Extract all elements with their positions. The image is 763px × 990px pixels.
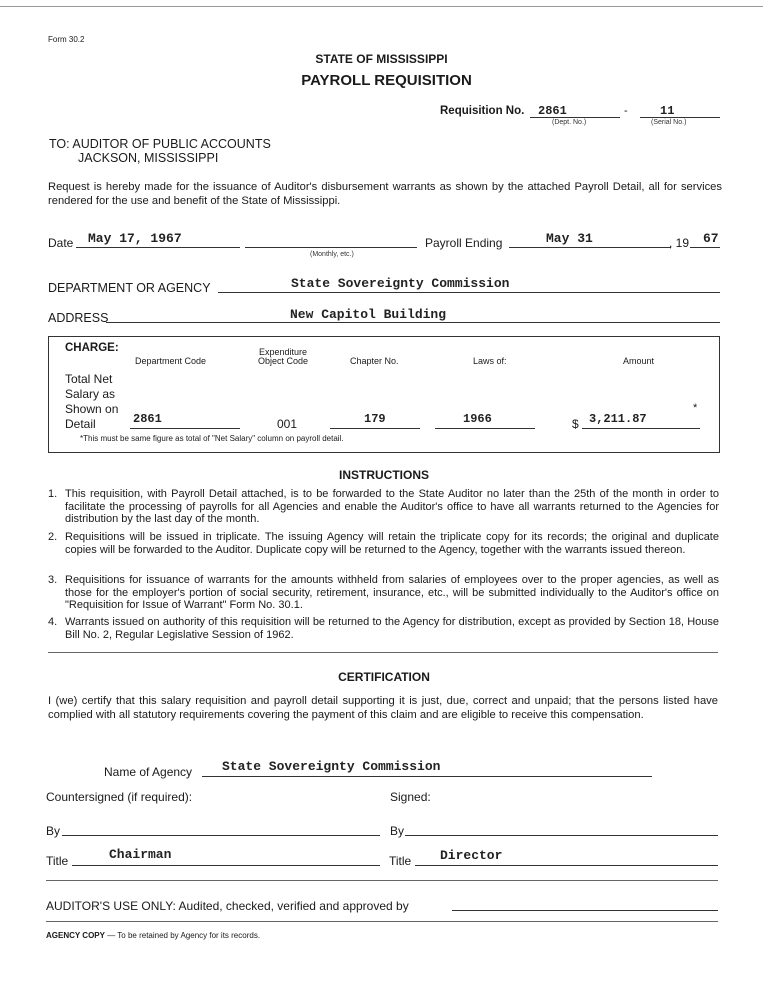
laws-value[interactable]: 1966 bbox=[463, 412, 492, 426]
auditor-use-label: AUDITOR'S USE ONLY: Audited, checked, verified and approved by bbox=[46, 899, 409, 913]
chapter-value[interactable]: 179 bbox=[364, 412, 386, 426]
agency-name-label: Name of Agency bbox=[104, 765, 193, 779]
address-value[interactable]: New Capitol Building bbox=[290, 307, 447, 322]
instruction-text: Requisitions for issuance of warrants for the amounts withheld from salaries of employees over to the proper agencies, as well as those for the employer's portion of social security, retirement, insurance, etc., will be submitted individually to the Auditor's office on "Requisition for Issue of Warrant" Form No. 30.1. bbox=[65, 574, 719, 611]
period-line bbox=[245, 247, 417, 248]
address-label: ADDRESS bbox=[48, 311, 109, 325]
payroll-ending-value[interactable]: May 31 bbox=[546, 231, 593, 246]
auditor-divider bbox=[46, 921, 718, 922]
title-label-right: Title bbox=[389, 854, 412, 868]
department-label: DEPARTMENT OR AGENCY bbox=[48, 281, 211, 295]
agency-name-value[interactable]: State Sovereignty Commission bbox=[222, 759, 441, 774]
instruction-text: Warrants issued on authority of this requisition will be returned to the Agency for distribution, except as provided by Section 18, House Bill No. 2, Regular Legislative Session of 1962. bbox=[65, 616, 719, 641]
page-title: PAYROLL REQUISITION bbox=[301, 72, 472, 89]
amount-asterisk: * bbox=[693, 402, 698, 414]
year-prefix: , 19 bbox=[669, 236, 690, 250]
dept-no-value[interactable]: 2861 bbox=[538, 104, 567, 118]
certification-paragraph: I (we) certify that this salary requisition and payroll detail supporting it is just, due, correct and unpaid; that the persons listed have complied with all statutory requirements covering the payment of this claim and are eligible to receive this compensation. bbox=[48, 695, 718, 721]
payroll-ending-line bbox=[509, 247, 671, 248]
year-value[interactable]: 67 bbox=[703, 231, 719, 246]
title-label-left: Title bbox=[46, 854, 69, 868]
amount-value[interactable]: 3,211.87 bbox=[589, 412, 647, 426]
instruction-item bbox=[48, 616, 719, 641]
charge-side-3: Shown on bbox=[65, 402, 119, 416]
by-label-right: By bbox=[390, 824, 405, 838]
charge-label: CHARGE: bbox=[65, 342, 119, 354]
agency-copy-label: AGENCY COPY bbox=[46, 931, 105, 940]
title-value-left[interactable]: Chairman bbox=[109, 847, 172, 862]
requisition-dash: - bbox=[624, 105, 628, 117]
address-line bbox=[106, 322, 720, 323]
col-laws: Laws of: bbox=[473, 356, 507, 366]
department-line bbox=[218, 292, 720, 293]
date-value[interactable]: May 17, 1967 bbox=[88, 231, 182, 246]
date-line bbox=[76, 247, 240, 248]
date-label: Date bbox=[48, 236, 74, 250]
instruction-number: 4. bbox=[48, 616, 58, 628]
addressee-line-1: TO: AUDITOR OF PUBLIC ACCOUNTS bbox=[49, 137, 271, 151]
col-object-code-2: Object Code bbox=[257, 356, 309, 366]
serial-no-value[interactable]: 11 bbox=[660, 104, 675, 118]
title-line-left bbox=[72, 865, 380, 866]
instruction-item bbox=[48, 574, 719, 612]
instruction-number: 3. bbox=[48, 574, 58, 586]
form-number: Form 30.2 bbox=[48, 35, 85, 44]
dept-no-caption: (Dept. No.) bbox=[552, 119, 587, 126]
charge-side-4: Detail bbox=[65, 417, 96, 431]
serial-no-caption: (Serial No.) bbox=[651, 119, 687, 126]
department-value[interactable]: State Sovereignty Commission bbox=[291, 276, 510, 291]
requisition-label: Requisition No. bbox=[440, 105, 525, 117]
period-caption: (Monthly, etc.) bbox=[310, 251, 354, 258]
signed-label: Signed: bbox=[390, 790, 431, 804]
chapter-line bbox=[330, 428, 420, 429]
col-dept-code: Department Code bbox=[135, 356, 207, 366]
charge-side-1: Total Net bbox=[65, 372, 113, 386]
col-object-code-1: Expenditure bbox=[258, 347, 308, 357]
auditor-line[interactable] bbox=[452, 910, 718, 911]
year-line bbox=[690, 247, 720, 248]
instruction-text: This requisition, with Payroll Detail attached, is to be forwarded to the State Auditor no later than the 25th of the month in order to facilitate the processing of payrolls for all Agencies and enable the Auditor's office to have all warrants returned to the Agencies for distribution by the last day of the month. bbox=[65, 488, 719, 525]
serial-no-line bbox=[640, 117, 720, 118]
col-chapter: Chapter No. bbox=[350, 356, 399, 366]
by-label-left: By bbox=[46, 824, 61, 838]
instruction-item bbox=[48, 488, 719, 526]
instruction-number: 1. bbox=[48, 488, 58, 500]
certification-divider bbox=[46, 880, 718, 881]
amount-line bbox=[582, 428, 700, 429]
charge-footnote: *This must be same figure as total of "Net Salary" column on payroll detail. bbox=[80, 434, 344, 443]
object-code-value[interactable]: 001 bbox=[277, 417, 298, 431]
instructions-heading: INSTRUCTIONS bbox=[339, 468, 429, 482]
laws-line bbox=[435, 428, 535, 429]
dept-code-line bbox=[130, 428, 240, 429]
state-heading: STATE OF MISSISSIPPI bbox=[315, 52, 448, 66]
instructions-divider bbox=[48, 652, 718, 653]
addressee-line-2: JACKSON, MISSISSIPPI bbox=[78, 151, 219, 165]
currency-sign: $ bbox=[572, 417, 579, 431]
charge-side-2: Salary as bbox=[65, 387, 116, 401]
title-value-right[interactable]: Director bbox=[440, 848, 503, 863]
payroll-ending-label: Payroll Ending bbox=[425, 236, 503, 250]
by-line-left[interactable] bbox=[62, 835, 380, 836]
top-edge-rule bbox=[0, 6, 763, 7]
agency-name-line bbox=[202, 776, 652, 777]
title-line-right bbox=[415, 865, 718, 866]
col-amount: Amount bbox=[623, 356, 655, 366]
by-line-right[interactable] bbox=[405, 835, 718, 836]
instruction-text: Requisitions will be issued in triplicate. The issuing Agency will retain the triplicate copy for its records; the original and duplicate copies will be forwarded to the Auditor. Duplicate copy will be returned to the Agency, together with the warrants issued thereon. bbox=[65, 531, 719, 556]
agency-copy-text: — To be retained by Agency for its records. bbox=[107, 931, 261, 940]
instruction-item bbox=[48, 531, 719, 556]
countersigned-label: Countersigned (if required): bbox=[46, 790, 193, 804]
dept-code-value[interactable]: 2861 bbox=[133, 412, 162, 426]
agency-copy-note bbox=[46, 931, 260, 940]
certification-heading: CERTIFICATION bbox=[338, 670, 430, 684]
instruction-number: 2. bbox=[48, 531, 58, 543]
request-paragraph: Request is hereby made for the issuance of Auditor's disbursement warrants as shown by the attached Payroll Detail, all for services rendered for the use and benefit of the State of Mississippi. bbox=[48, 181, 722, 207]
